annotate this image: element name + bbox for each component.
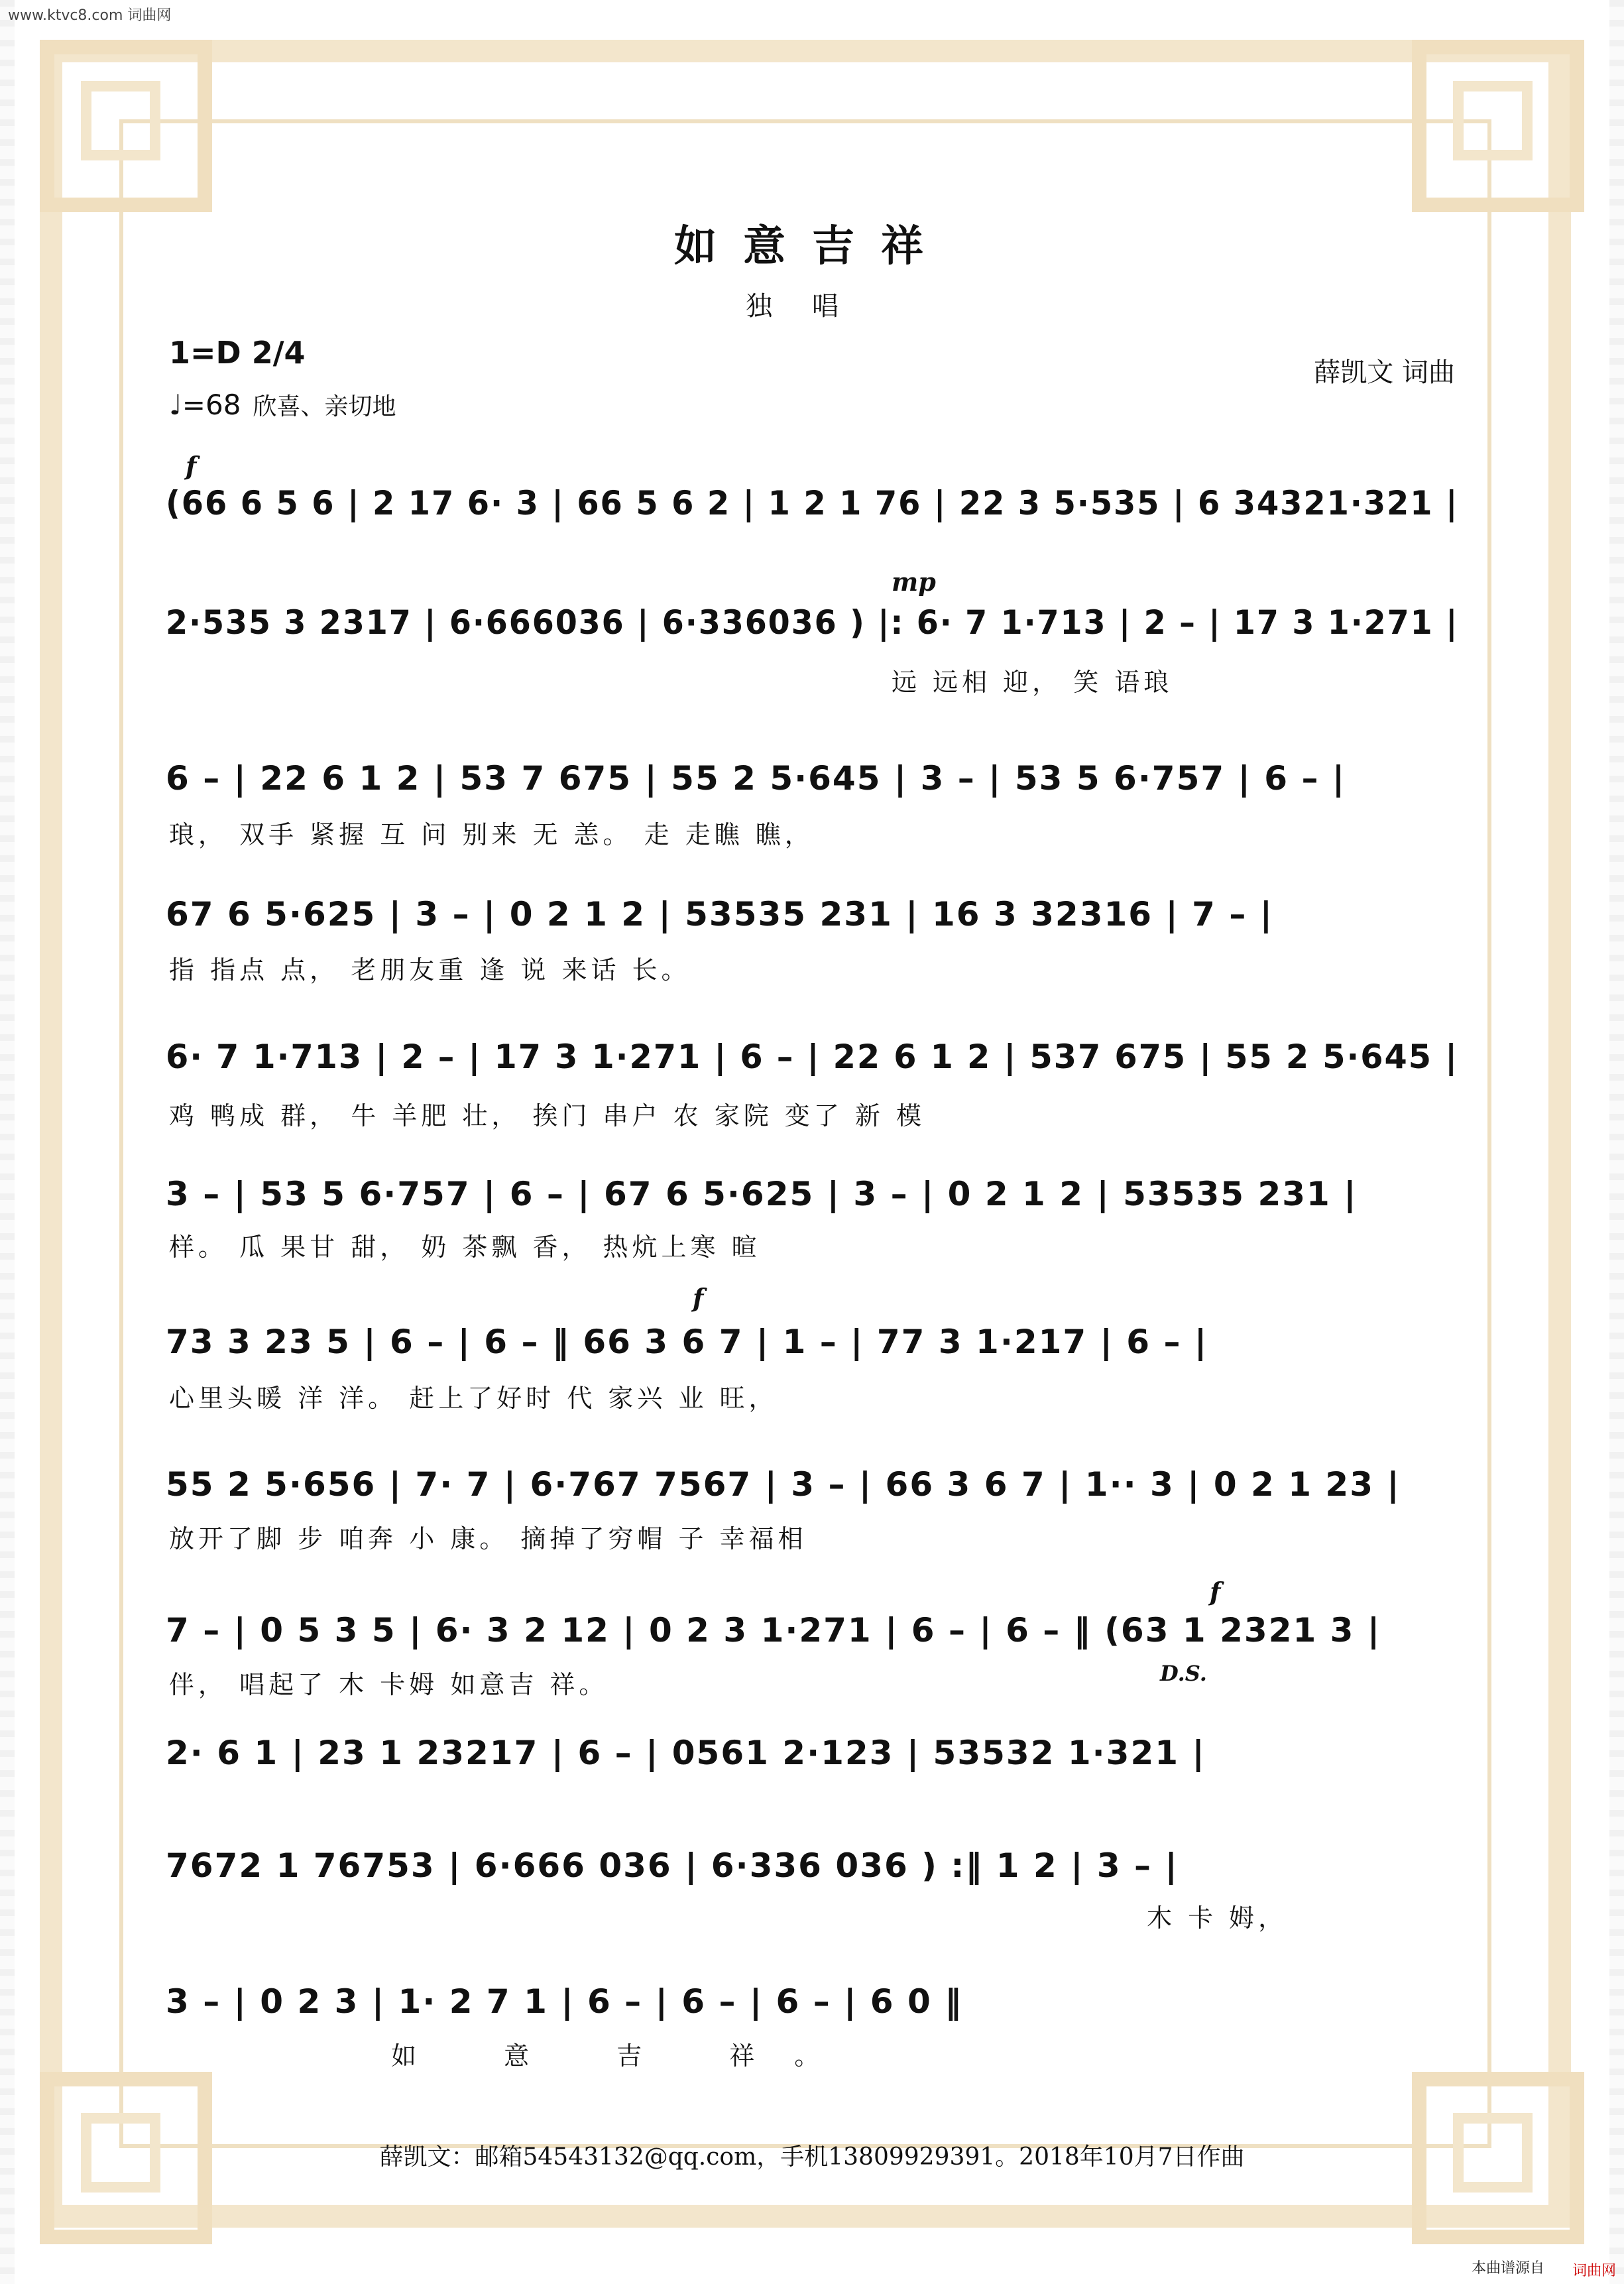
- contact-footer: 薛凯文：邮箱54543132@qq.com，手机13809929391。2018年10月7日作曲: [379, 2143, 1245, 2171]
- lyric-line-5: 鸡 鸭成 群， 牛 羊肥 壮， 挨门 串户 农 家院 变了 新 模: [169, 1101, 925, 1130]
- notation-line-7: 73 3 23 5 | 6 – | 6 – ‖ 66 3 6 7 | 1 – | 77 3 1·217 | 6 – |: [166, 1323, 1208, 1361]
- lyric-line-3: 琅， 双手 紧握 互 问 别来 无 恙。 走 走瞧 瞧，: [169, 820, 814, 849]
- composer-credit: 薛凯文 词曲: [1314, 357, 1455, 388]
- site-watermark: www.ktvc8.com 词曲网: [8, 7, 172, 24]
- notation-line-3: 6 – | 22 6 1 2 | 53 7 675 | 55 2 5·645 | 3 – | 53 5 6·757 | 6 – |: [166, 759, 1346, 798]
- notation-line-2: 2·535 3 2317 | 6·666036 | 6·336036 ) |: 6· 7 1·713 | 2 – | 17 3 1·271 |: [166, 603, 1459, 642]
- dynamic-forte: f: [186, 451, 197, 481]
- notation-line-4: 67 6 5·625 | 3 – | 0 2 1 2 | 53535 231 | 16 3 32316 | 7 – |: [166, 895, 1274, 933]
- lyric-line-8: 放开了脚 步 咱奔 小 康。 摘掉了穷帽 子 幸福相: [169, 1524, 807, 1553]
- tempo-value: ♩=68: [169, 389, 241, 421]
- mood-marking: 欣喜、亲切地: [253, 393, 396, 420]
- notation-line-8: 55 2 5·656 | 7· 7 | 6·767 7567 | 3 – | 66 3 6 7 | 1·· 3 | 0 2 1 23 |: [166, 1465, 1401, 1504]
- source-watermark: 本曲谱源自: [1471, 2260, 1544, 2277]
- notation-line-6: 3 – | 53 5 6·757 | 6 – | 67 6 5·625 | 3 – | 0 2 1 2 | 53535 231 |: [166, 1175, 1358, 1213]
- corner-ornament-tr: [1412, 40, 1584, 212]
- notation-line-9: 7 – | 0 5 3 5 | 6· 3 2 12 | 0 2 3 1·271 | 6 – | 6 – ‖ (63 1 2321 3 |: [166, 1611, 1381, 1650]
- notation-line-1: (66 6 5 6 | 2 17 6· 3 | 66 5 6 2 | 1 2 1 76 | 22 3 5·535 | 6 34321·321 |: [166, 484, 1459, 522]
- lyric-line-7: 心里头暖 洋 洋。 赶上了好时 代 家兴 业 旺，: [169, 1384, 778, 1413]
- dal-segno-mark: D.S.: [1160, 1661, 1207, 1686]
- dynamic-forte: f: [693, 1283, 704, 1313]
- score-subtitle: 独唱: [746, 291, 878, 322]
- site-logo: 词曲网: [1572, 2263, 1616, 2279]
- notation-line-10: 2· 6 1 | 23 1 23217 | 6 – | 0561 2·123 | 53532 1·321 |: [166, 1734, 1206, 1772]
- left-ornament-strip: [0, 0, 15, 2284]
- right-ornament-strip: [1609, 0, 1624, 2284]
- tempo-marking: [169, 388, 396, 422]
- key-signature: 1=D 2/4: [169, 335, 306, 371]
- dynamic-forte: f: [1210, 1577, 1221, 1606]
- inner-frame: [119, 119, 1491, 2148]
- corner-ornament-tl: [40, 40, 212, 212]
- lyric-line-9: 伴， 唱起了 木 卡姆 如意吉 祥。: [169, 1670, 609, 1699]
- notation-line-5: 6· 7 1·713 | 2 – | 17 3 1·271 | 6 – | 22 6 1 2 | 537 675 | 55 2 5·645 |: [166, 1038, 1459, 1076]
- lyric-line-11: 木 卡 姆，: [1147, 1903, 1288, 1933]
- notation-line-12: 3 – | 0 2 3 | 1· 2 7 1 | 6 – | 6 – | 6 – | 6 0 ‖: [166, 1982, 963, 2021]
- lyric-line-2: 远 远相 迎， 笑 语琅: [892, 668, 1173, 697]
- dynamic-mezzo-piano: mp: [892, 567, 936, 597]
- lyric-line-6: 样。 瓜 果甘 甜， 奶 茶飘 香， 热炕上寒 暄: [169, 1232, 761, 1262]
- score-title: 如意吉祥: [674, 221, 950, 271]
- lyric-line-12: 如 意 吉 祥。: [391, 2041, 860, 2071]
- notation-line-11: 7672 1 76753 | 6·666 036 | 6·336 036 ) :‖ 1 2 | 3 – |: [166, 1846, 1179, 1885]
- lyric-line-4: 指 指点 点， 老朋友重 逢 说 来话 长。: [169, 955, 691, 985]
